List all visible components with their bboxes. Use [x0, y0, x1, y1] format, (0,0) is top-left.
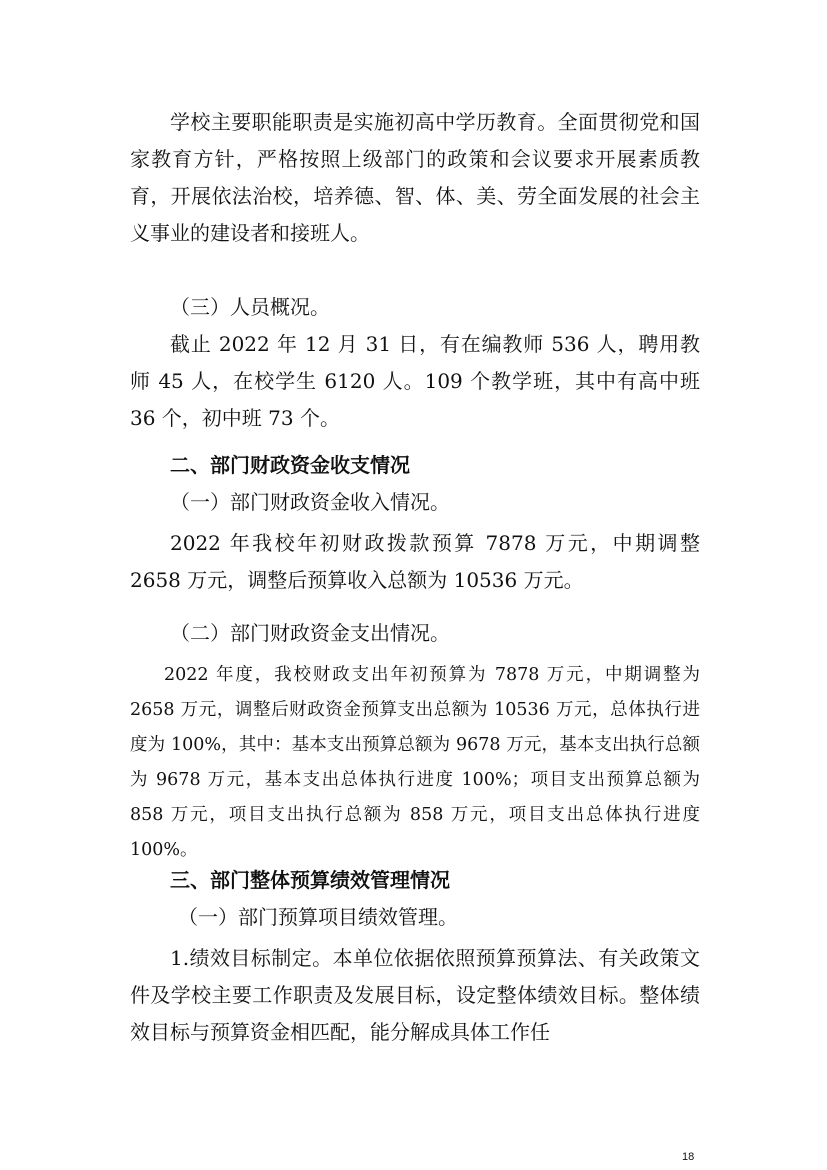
page-number: 18: [682, 1151, 695, 1163]
income-subheading: （一）部门财政资金收入情况。: [170, 490, 450, 514]
goal-paragraph: 1.绩效目标制定。本单位依据依照预算预算法、有关政策文件及学校主要工作职责及发展目标，设定整体绩效目标。整体绩效目标与预算资金相匹配，能分解成具体工作任: [130, 946, 700, 1044]
section-heading-finance: 二、部门财政资金收支情况: [170, 453, 410, 477]
income-paragraph: 2022 年我校年初财政拨款预算 7878 万元，中期调整 2658 万元，调整后预算收入总额为 10536 万元。: [130, 531, 700, 592]
expense-paragraph: 2022 年度，我校财政支出年初预算为 7878 万元，中期调整为 2658 万元，调整后财政资金预算支出总额为 10536 万元，总体执行进度为 100%，其中：基本支出预算总额为 9678 万元，基本支出执行总额为 9678 万元，基本支出总体执行进度 100%；项目支出预算总额为 858 万元，项目支出执行总额为 858 万元，项目支出总体执行进度 100%。: [130, 665, 700, 860]
section-heading-performance: 三、部门整体预算绩效管理情况: [170, 868, 450, 892]
duties-paragraph: 学校主要职能职责是实施初高中学历教育。全面贯彻党和国家教育方针，严格按照上级部门的政策和会议要求开展素质教育，开展依法治校，培养德、智、体、美、劳全面发展的社会主义事业的建设者和接班人。: [130, 110, 700, 245]
staff-subheading: （三）人员概况。: [170, 295, 330, 319]
expense-subheading: （二）部门财政资金支出情况。: [170, 621, 450, 645]
project-subheading: （一）部门预算项目绩效管理。: [178, 905, 458, 929]
staff-paragraph: 截止 2022 年 12 月 31 日，有在编教师 536 人，聘用教师 45 人，在校学生 6120 人。109 个教学班，其中有高中班 36 个，初中班 73 个。: [130, 332, 700, 430]
